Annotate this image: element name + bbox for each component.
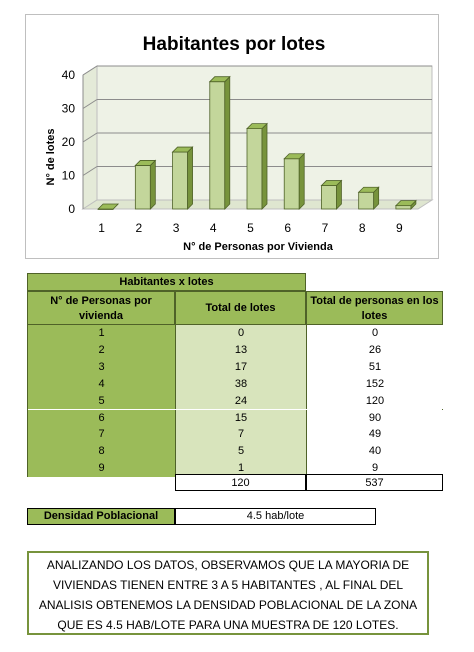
row-total-lotes: 5 [175,443,306,460]
row-personas: 6 [28,410,175,427]
x-tick-label: 3 [172,221,180,235]
x-axis-label: N° de Personas por Vivienda [183,241,333,253]
row-total-personas: 9 [306,460,443,477]
row-total-lotes: 17 [175,359,306,376]
bar [210,82,225,209]
row-personas: 9 [28,460,175,477]
total-personas: 537 [306,474,443,491]
bar [321,186,336,209]
row-total-personas: 49 [306,426,443,443]
row-total-lotes: 13 [175,342,306,359]
y-tick-label: 30 [61,101,75,116]
x-tick-label: 4 [209,221,217,235]
y-tick-label: 20 [61,135,75,149]
row-total-personas: 0 [306,325,443,342]
row-total-personas: 90 [306,410,443,427]
row-personas: 7 [28,426,175,443]
bar [247,129,262,209]
header-total-personas: Total de personas en los lotes [306,291,443,325]
x-tick-label: 2 [135,221,143,235]
bar [173,152,188,209]
x-tick-label: 6 [284,221,292,235]
header-total-lotes: Total de lotes [175,291,306,325]
row-total-personas: 120 [306,393,443,410]
density-label: Densidad Poblacional [27,508,175,525]
table-title: Habitantes x lotes [27,273,306,291]
bar [135,165,150,209]
x-tick-label: 7 [321,221,329,235]
row-total-lotes: 15 [175,410,306,427]
row-personas: 2 [28,342,175,359]
row-total-lotes: 7 [175,426,306,443]
row-total-lotes: 38 [175,376,306,393]
row-total-lotes: 24 [175,393,306,410]
y-tick-label: 10 [61,168,75,183]
x-tick-label: 8 [358,221,366,235]
row-personas: 8 [28,443,175,460]
row-total-personas: 40 [306,443,443,460]
header-personas: N° de Personas por vivienda [27,291,175,325]
bar-side [262,124,267,209]
table-body [27,325,443,477]
row-total-lotes: 1 [175,460,306,477]
y-axis-label: N° de lotes [45,128,57,186]
row-personas: 1 [28,325,175,342]
row-total-lotes: 0 [175,325,306,342]
chart-title: Habitantes por lotes [142,34,326,55]
row-personas: 4 [28,376,175,393]
row-total-personas: 51 [306,359,443,376]
chart-frame [25,14,439,259]
y-tick-label: 0 [68,202,75,216]
density-value: 4.5 hab/lote [175,508,376,525]
row-total-personas: 152 [306,376,443,393]
bar [359,192,374,209]
row-personas: 5 [28,393,175,410]
bar-side [188,147,193,209]
x-tick-label: 1 [98,221,105,235]
bar [284,159,299,209]
row-total-personas: 26 [306,342,443,359]
bar-chart [26,15,440,260]
analysis-note: ANALIZANDO LOS DATOS, OBSERVAMOS QUE LA MAYORIA DE VIVIENDAS TIENEN ENTRE 3 A 5 HABITANTES , AL FINAL DEL ANALISIS OBTENEMOS LA DENSIDAD POBLACIONAL DE LA ZONA QUE ES 4.5 HAB/LOTE PARA UNA MUESTRA DE 120 LOTES. [27,551,429,635]
y-tick-label: 40 [61,68,75,82]
bar [396,206,411,209]
total-lotes: 120 [175,474,306,491]
x-tick-label: 9 [396,221,403,235]
x-tick-label: 5 [247,221,254,235]
bar-side [150,160,155,209]
bar-side [299,154,304,209]
row-personas: 3 [28,359,175,376]
bar-side [225,77,230,209]
